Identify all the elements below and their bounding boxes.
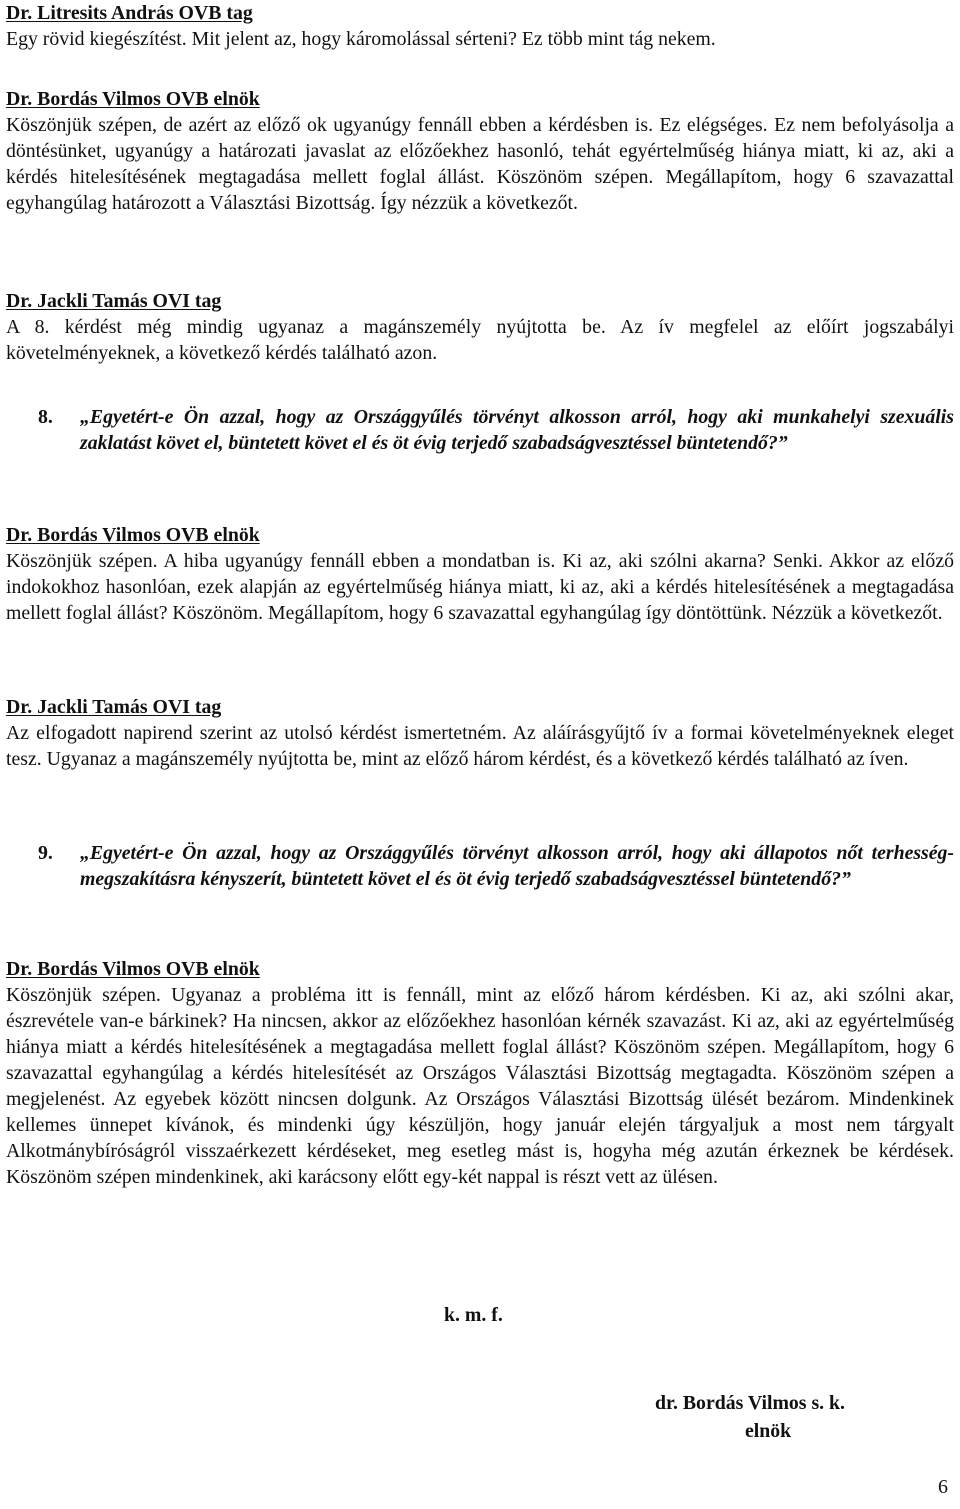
speaker-name: Dr. Bordás Vilmos OVB elnök bbox=[6, 524, 260, 546]
speaker-block bbox=[6, 288, 954, 366]
page-number: 6 bbox=[938, 1476, 948, 1498]
signer-title: elnök bbox=[745, 1420, 792, 1442]
speaker-block bbox=[6, 694, 954, 772]
speaker-block bbox=[6, 956, 954, 1190]
question-number: 9. bbox=[38, 842, 53, 864]
speaker-name: Dr. Jackli Tamás OVI tag bbox=[6, 290, 222, 312]
speaker-name: Dr. Bordás Vilmos OVB elnök bbox=[6, 88, 260, 110]
referendum-question bbox=[38, 404, 954, 456]
question-number: 8. bbox=[38, 406, 53, 428]
speaker-block bbox=[6, 86, 954, 216]
question-text: „Egyetért-e Ön azzal, hogy az Országgyűlés törvényt alkosson arról, hogy aki állapotos nőt terhesség-megszakításra kényszerít, büntetett követ el és öt évig terjedő szabadságvesztéssel büntetendő?” bbox=[80, 842, 954, 890]
kmf-note: k. m. f. bbox=[444, 1304, 503, 1326]
speech-text: Az elfogadott napirend szerint az utolsó kérdést ismertetném. Az aláírásgyűjtő ív a formai követelményeknek eleget tesz. Ugyanaz a magánszemély nyújtotta be, mint az előző három kérdést, és a következő kérdés található az íven. bbox=[6, 722, 954, 770]
speaker-name: Dr. Litresits András OVB tag bbox=[6, 2, 253, 24]
speech-text: Egy rövid kiegészítést. Mit jelent az, hogy káromolással sérteni? Ez több mint tág nekem. bbox=[6, 28, 716, 50]
speech-text: A 8. kérdést még mindig ugyanaz a magánszemély nyújtotta be. Az ív megfelel az előírt jogszabályi követelményeknek, a következő kérdés található azon. bbox=[6, 316, 954, 364]
speech-text: Köszönjük szépen. Ugyanaz a probléma itt is fennáll, mint az előző három kérdésben. Ki az, aki szólni akar, észrevétele van-e bárkinek? Ha nincsen, akkor az előzőekhez hasonlóan kérnék szavazást. Ki az, aki az egyértelműség hiánya miatt a kérdés hitelesítésének a megtagadása mellett foglal állást? Köszönöm szépen. Megállapítom, hogy 6 szavazattal egyhangúlag a kérdés hitelesítését az Országos Választási Bizottság megtagadta. Köszönöm szépen a megjelenést. Az egyebek között nincsen dolgunk. Az Országos Választási Bizottság ülését bezárom. Mindenkinek kellemes ünnepet kívánok, és mindenki úgy készüljön, hogy január elején tárgyaljuk a most nem tárgyalt Alkotmánybíróságról visszaérkezett kérdéseket, meg esetleg mást is, hogyha még azután érkeznek be kérdések. Köszönöm szépen mindenkinek, aki karácsony előtt egy-két nappal is részt vett az ülésen. bbox=[6, 984, 954, 1188]
referendum-question bbox=[38, 840, 954, 892]
speaker-name: Dr. Jackli Tamás OVI tag bbox=[6, 696, 222, 718]
speech-text: Köszönjük szépen, de azért az előző ok ugyanúgy fennáll ebben a kérdésben is. Ez elégséges. Ez nem befolyásolja a döntésünket, ugyanúgy a határozati javaslat az előzőekhez hasonló, tehát egyértelműség hiánya miatt, ki az, aki a kérdés hitelesítésének megtagadása mellett foglal állást. Köszönöm szépen. Megállapítom, hogy 6 szavazattal egyhangúlag határozott a Választási Bizottság. Így nézzük a következőt. bbox=[6, 114, 954, 214]
speaker-name: Dr. Bordás Vilmos OVB elnök bbox=[6, 958, 260, 980]
speaker-block bbox=[6, 522, 954, 626]
speaker-block bbox=[6, 0, 954, 52]
speech-text: Köszönjük szépen. A hiba ugyanúgy fennáll ebben a mondatban is. Ki az, aki szólni akarna? Senki. Akkor az előző indokokhoz hasonlóan, ezek alapján az egyértelműség hiánya miatt, ki az, aki a kérdés hitelesítésének a megtagadása mellett foglal állást? Köszönöm. Megállapítom, hogy 6 szavazattal egyhangúlag így döntöttünk. Nézzük a következőt. bbox=[6, 550, 954, 624]
signer-name: dr. Bordás Vilmos s. k. bbox=[655, 1392, 845, 1414]
question-text: „Egyetért-e Ön azzal, hogy az Országgyűlés törvényt alkosson arról, hogy aki munkahelyi szexuális zaklatást követ el, büntetett követ el és öt évig terjedő szabadságvesztéssel büntetendő?” bbox=[80, 406, 954, 454]
